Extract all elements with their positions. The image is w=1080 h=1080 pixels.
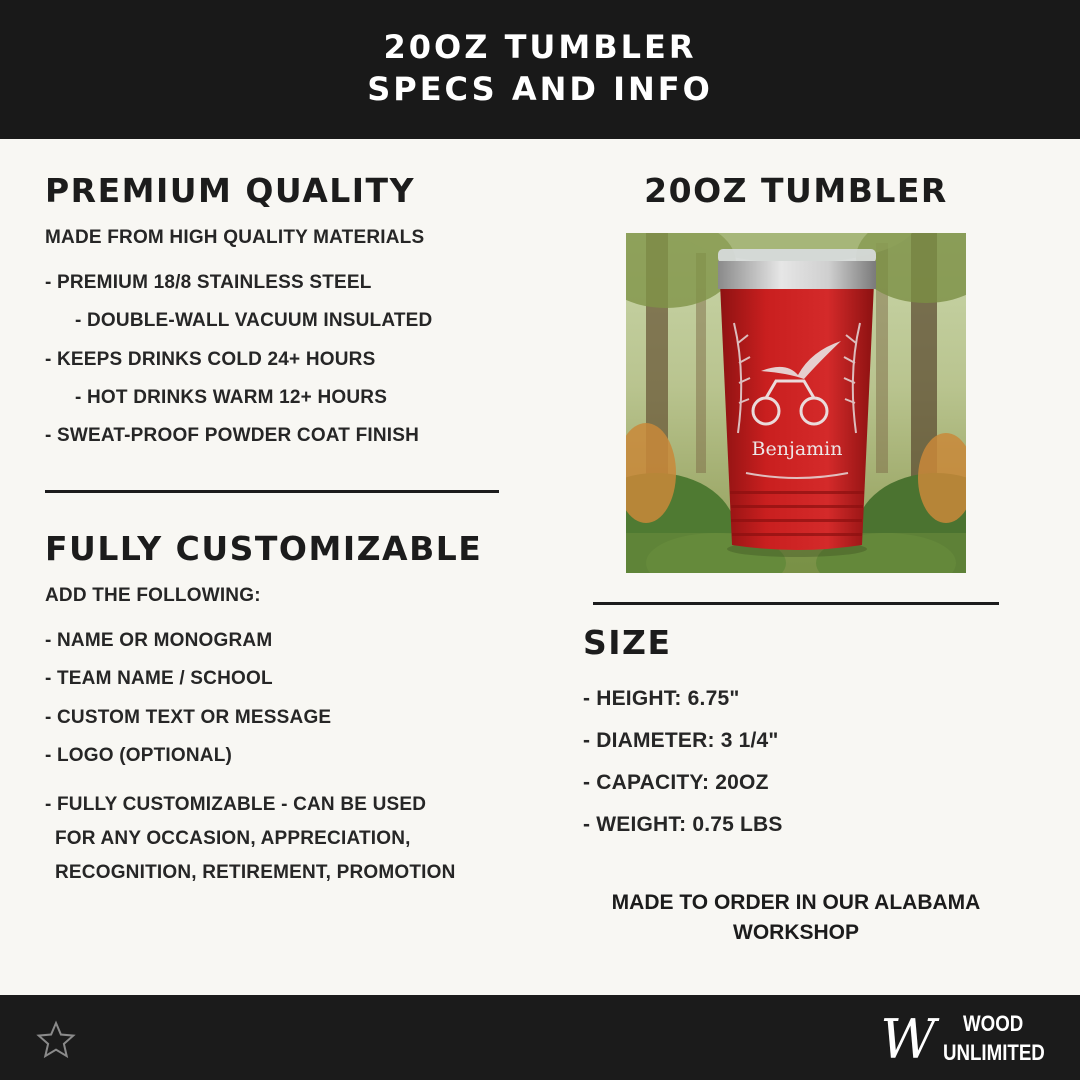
customizable-note-line: - FULLY CUSTOMIZABLE - CAN BE USED (45, 794, 427, 815)
engraved-name: Benjamin (751, 438, 843, 460)
premium-item: - SWEAT-PROOF POWDER COAT FINISH (45, 425, 420, 446)
section-divider-right (593, 602, 999, 605)
customizable-heading: FULLY CUSTOMIZABLE (45, 529, 483, 568)
premium-intro: MADE FROM HIGH QUALITY MATERIALS (45, 227, 425, 248)
customizable-item: - CUSTOM TEXT OR MESSAGE (45, 707, 332, 728)
section-divider-left (45, 490, 499, 493)
customizable-item: - LOGO (OPTIONAL) (45, 745, 233, 766)
logo-text-wood: WOOD (963, 1011, 1024, 1036)
star-outline-icon (36, 1020, 76, 1060)
product-photo (626, 233, 966, 573)
size-item: - WEIGHT: 0.75 LBS (583, 813, 783, 836)
svg-text:W: W (880, 1010, 936, 1066)
customizable-note-line: RECOGNITION, RETIREMENT, PROMOTION (55, 862, 456, 883)
premium-item: - DOUBLE-WALL VACUUM INSULATED (75, 310, 433, 331)
size-item: - CAPACITY: 20OZ (583, 771, 769, 794)
premium-item: - HOT DRINKS WARM 12+ HOURS (75, 387, 388, 408)
customizable-item: - TEAM NAME / SCHOOL (45, 668, 273, 689)
customizable-note-line: FOR ANY OCCASION, APPRECIATION, (55, 828, 411, 849)
premium-item: - PREMIUM 18/8 STAINLESS STEEL (45, 272, 372, 293)
premium-quality-heading: PREMIUM QUALITY (45, 171, 415, 210)
made-line-2: WORKSHOP (733, 921, 859, 944)
made-line-1: MADE TO ORDER IN OUR ALABAMA (611, 891, 981, 914)
logo-text-unlimited: UNLIMITED (943, 1040, 1045, 1065)
size-item: - HEIGHT: 6.75" (583, 687, 740, 710)
size-heading: SIZE (583, 623, 672, 662)
header-title-line-1: 20OZ TUMBLER (383, 28, 697, 66)
customizable-intro: ADD THE FOLLOWING: (45, 585, 261, 606)
header-banner (0, 0, 1080, 139)
premium-item: - KEEPS DRINKS COLD 24+ HOURS (45, 349, 376, 370)
wood-unlimited-logo-icon (876, 1010, 940, 1066)
header-title-line-2: SPECS AND INFO (367, 70, 713, 108)
size-item: - DIAMETER: 3 1/4" (583, 729, 779, 752)
made-to-order-note (580, 888, 1012, 948)
customizable-item: - NAME OR MONOGRAM (45, 630, 273, 651)
product-heading: 20OZ TUMBLER (644, 171, 948, 210)
